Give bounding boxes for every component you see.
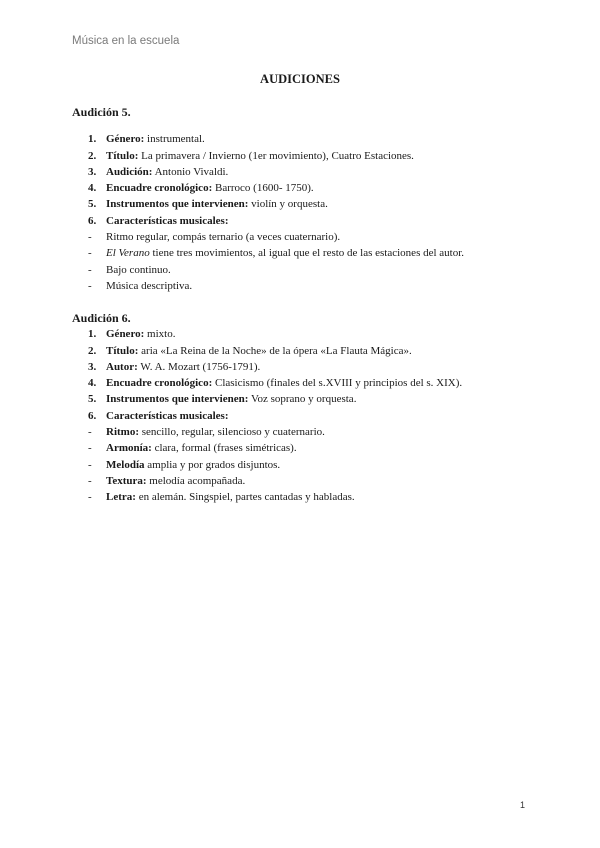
bullet-item [72,489,532,505]
bullet-italic: El Verano [106,247,150,260]
bullet-text: Música descriptiva. [106,279,193,292]
item-number: 1. [88,133,97,146]
bullet-item [72,245,532,261]
item-number: 3. [88,360,97,373]
list-item [72,148,532,164]
item-label: Género: [106,133,145,146]
running-header: Música en la escuela [72,35,180,47]
item-number: 2. [88,149,97,162]
bullet-label: Textura: [106,474,147,487]
bullet-dash: - [88,474,92,487]
bullet-text: Ritmo regular, compás ternario (a veces cuaternario). [106,231,341,244]
list-item [72,359,532,375]
item-label: Género: [106,328,145,341]
bullet-dash: - [88,247,92,260]
item-text: instrumental. [144,133,205,146]
item-label: Encuadre cronológico: [106,377,213,390]
bullet-text: clara, formal (frases simétricas). [151,442,297,455]
bullet-label: Melodía [106,458,145,471]
item-label: Instrumentos que intervienen: [106,198,249,211]
item-text: Clasicismo (finales del s.XVIII y principios del s. XIX). [212,377,463,390]
item-label: Autor: [106,360,138,373]
list-item [72,408,532,424]
bullet-item [72,278,532,294]
document-title: AUDICIONES [260,72,340,86]
bullet-text: en alemán. Singspiel, partes cantadas y habladas. [135,491,355,504]
list-item [72,326,532,342]
item-label: Título: [106,149,139,162]
item-label: Audición: [106,165,153,178]
bullet-text: melodía acompañada. [146,474,246,487]
item-label: Características musicales: [106,409,229,422]
item-number: 5. [88,393,97,406]
item-text: aria «La Reina de la Noche» de la ópera «La Flauta Mágica». [138,344,412,357]
item-text: W. A. Mozart (1756-1791). [137,360,261,373]
bullet-label: Ritmo: [106,426,139,439]
item-number: 4. [88,377,97,390]
bullet-dash: - [88,426,92,439]
bullet-item [72,229,532,245]
item-text: Voz soprano y orquesta. [248,393,357,406]
section-title: Audición 5. [72,105,131,119]
bullet-item [72,440,532,456]
bullet-text: tiene tres movimientos, al igual que el resto de las estaciones del autor. [149,247,465,260]
bullet-text: amplia y por grados disjuntos. [144,458,281,471]
bullet-item [72,457,532,473]
bullet-item [72,424,532,440]
item-number: 4. [88,182,97,195]
item-number: 5. [88,198,97,211]
item-text: Antonio Vivaldi. [152,165,229,178]
bullet-text: sencillo, regular, silencioso y cuaternario. [139,426,325,439]
list-item [72,164,532,180]
bullet-label: Letra: [106,491,136,504]
section-audicion-5 [72,104,532,294]
bullet-item [72,473,532,489]
item-number: 2. [88,344,97,357]
page-number: 1 [520,800,526,810]
list-item [72,391,532,407]
item-number: 1. [88,328,97,341]
list-item [72,213,532,229]
item-number: 6. [88,214,97,227]
bullet-dash: - [88,279,92,292]
bullet-text: Bajo continuo. [106,263,171,276]
item-text: La primavera / Invierno (1er movimiento), Cuatro Estaciones. [138,149,414,162]
bullet-dash: - [88,231,92,244]
bullet-dash: - [88,442,92,455]
item-number: 6. [88,409,97,422]
bullet-dash: - [88,458,92,471]
section-audicion-6 [72,310,532,506]
item-label: Título: [106,344,139,357]
list-item [72,375,532,391]
item-number: 3. [88,165,97,178]
item-label: Encuadre cronológico: [106,182,213,195]
bullet-item [72,262,532,278]
list-item [72,180,532,196]
section-title: Audición 6. [72,311,131,325]
item-text: mixto. [144,328,176,341]
item-label: Características musicales: [106,214,229,227]
bullet-label: Armonía: [106,442,152,455]
bullet-dash: - [88,263,92,276]
item-label: Instrumentos que intervienen: [106,393,249,406]
list-item [72,131,532,147]
bullet-dash: - [88,491,92,504]
list-item [72,196,532,212]
item-text: violín y orquesta. [248,198,328,211]
item-text: Barroco (1600- 1750). [212,182,314,195]
list-item [72,343,532,359]
